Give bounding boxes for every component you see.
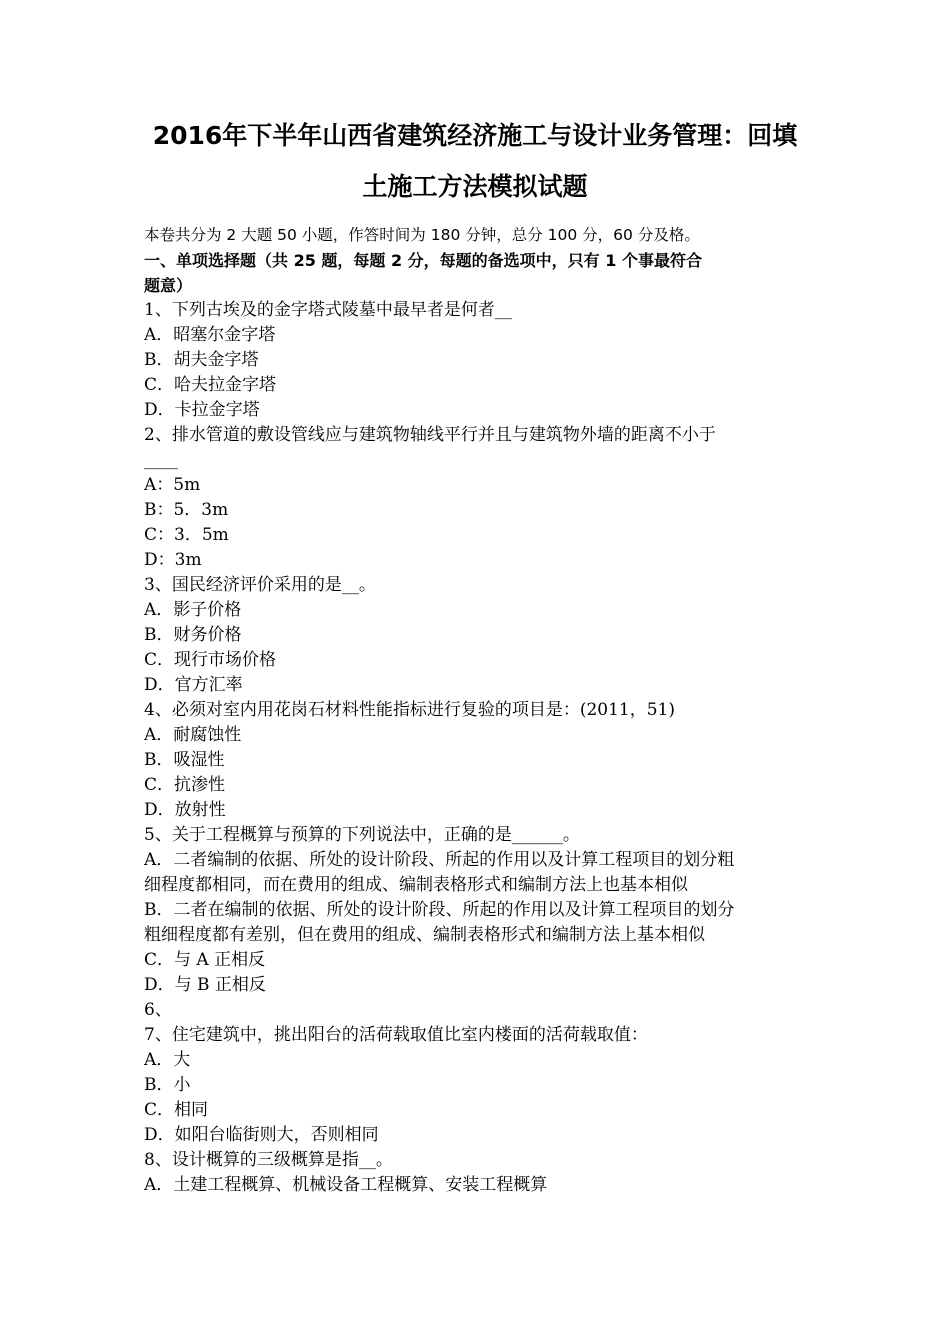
text-line: D．官方汇率 xyxy=(144,675,243,695)
text-line: 细程度都相同，而在费用的组成、编制表格形式和编制方法上也基本相似 xyxy=(144,875,688,895)
text-line: D．卡拉金字塔 xyxy=(144,400,260,420)
document-title-line-2: 土施工方法模拟试题 xyxy=(362,172,588,201)
text-line: C．现行市场价格 xyxy=(144,650,277,670)
text-line: 6、 xyxy=(144,1000,172,1020)
text-line: A：5m xyxy=(144,475,201,495)
text-line: ____ xyxy=(144,450,178,470)
text-line: B．胡夫金字塔 xyxy=(144,350,259,370)
text-line: B．二者在编制的依据、所处的设计阶段、所起的作用以及计算工程项目的划分 xyxy=(144,900,735,920)
text-line: C：3．5m xyxy=(144,525,229,545)
text-line: 7、住宅建筑中，挑出阳台的活荷载取值比室内楼面的活荷载取值： xyxy=(144,1025,648,1045)
section-heading-line-1: 一、单项选择题（共 25 题，每题 2 分，每题的备选项中，只有 1 个事最符合 xyxy=(144,251,702,270)
section-heading-line-2: 题意） xyxy=(144,276,193,295)
text-line: A．昭塞尔金字塔 xyxy=(144,325,276,345)
text-line: 粗细程度都有差别，但在费用的组成、编制表格形式和编制方法上基本相似 xyxy=(144,925,705,945)
text-line: D．与 B 正相反 xyxy=(144,975,266,995)
exam-instructions: 本卷共分为 2 大题 50 小题，作答时间为 180 分钟，总分 100 分，60 分及格。 xyxy=(144,226,700,244)
text-line: 1、下列古埃及的金字塔式陵墓中最早者是何者__ xyxy=(144,300,512,320)
document-title-line-1: 2016年下半年山西省建筑经济施工与设计业务管理：回填 xyxy=(152,121,798,150)
text-line: 4、必须对室内用花岗石材料性能指标进行复验的项目是：(2011，51) xyxy=(144,700,675,720)
text-line: A．大 xyxy=(144,1050,191,1070)
text-line: A．影子价格 xyxy=(144,600,242,620)
text-line: A．二者编制的依据、所处的设计阶段、所起的作用以及计算工程项目的划分粗 xyxy=(144,850,735,870)
text-line: A．土建工程概算、机械设备工程概算、安装工程概算 xyxy=(144,1175,548,1195)
text-line: D．放射性 xyxy=(144,800,226,820)
text-line: C．抗渗性 xyxy=(144,775,226,795)
text-line: B．财务价格 xyxy=(144,625,242,645)
text-line: 8、设计概算的三级概算是指__。 xyxy=(144,1150,393,1170)
text-line: 5、关于工程概算与预算的下列说法中，正确的是______。 xyxy=(144,825,580,845)
text-line: 2、排水管道的敷设管线应与建筑物轴线平行并且与建筑物外墙的距离不小于 xyxy=(144,425,716,445)
text-line: 3、国民经济评价采用的是__。 xyxy=(144,575,376,595)
text-line: C．与 A 正相反 xyxy=(144,950,266,970)
text-line: B．小 xyxy=(144,1075,191,1095)
text-line: A．耐腐蚀性 xyxy=(144,725,242,745)
text-line: B：5．3m xyxy=(144,500,229,520)
document-body xyxy=(144,223,816,1198)
text-line: B．吸湿性 xyxy=(144,750,225,770)
text-line: D：3m xyxy=(144,550,202,570)
text-line: C．相同 xyxy=(144,1100,209,1120)
text-line: D．如阳台临街则大，否则相同 xyxy=(144,1125,379,1145)
text-line: C．哈夫拉金字塔 xyxy=(144,375,277,395)
